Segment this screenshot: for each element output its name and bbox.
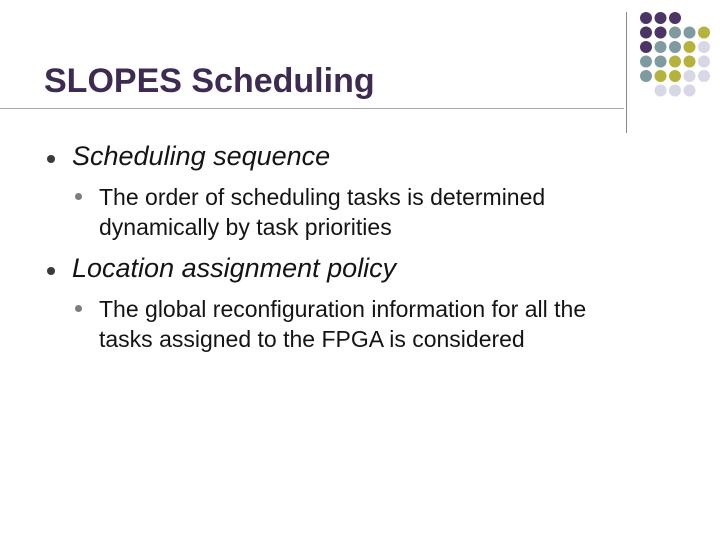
sub-bullet-line: The global reconfiguration information for all the (99, 296, 587, 322)
bullet-text: Location assignment policy (72, 253, 397, 283)
sub-bullet-line: The order of scheduling tasks is determined (99, 184, 546, 210)
sub-bullet-text (99, 294, 659, 354)
sub-bullet-dot (75, 193, 82, 200)
sub-bullet-line: tasks assigned to the FPGA is considered (99, 326, 525, 352)
sub-bullet-text (99, 182, 659, 242)
sub-bullet-line: dynamically by task priorities (99, 214, 392, 240)
slide-title: SLOPES Scheduling (44, 62, 375, 100)
sub-bullet-dot (75, 305, 82, 312)
bullet-dot (47, 155, 55, 163)
bullet-text: Scheduling sequence (72, 141, 331, 171)
bullet-dot (47, 267, 55, 275)
